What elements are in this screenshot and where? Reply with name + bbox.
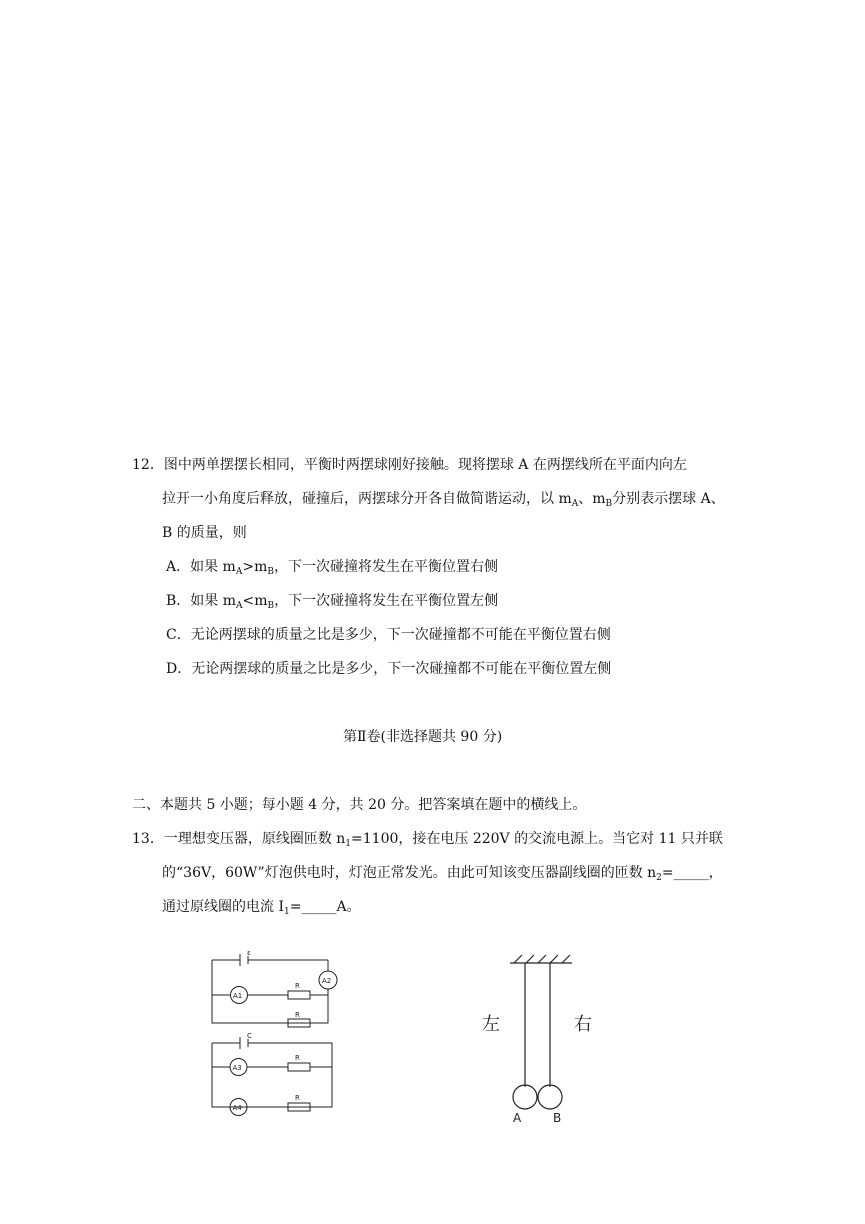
- resistor-label-3: R: [295, 1054, 300, 1062]
- q12-line2: [162, 489, 725, 514]
- part2-title: 第Ⅱ卷(非选择题共 90 分): [343, 729, 503, 745]
- q13-sub1: 1: [345, 839, 352, 849]
- bottom-source-label: C: [247, 1032, 252, 1040]
- ammeter-a2-label: A2: [322, 977, 332, 985]
- hatch-4: [550, 955, 558, 963]
- q12-stem-line2a: 拉开一小角度后释放，碰撞后，两摆球分开各自做简谐运动，以 m: [162, 491, 572, 507]
- q13-line3b: =_____A。: [289, 899, 361, 915]
- q13-line2b: =_____，: [661, 865, 723, 881]
- ball-b-label: B: [553, 1111, 562, 1125]
- hatch-2: [526, 955, 534, 963]
- resistor-bottom-1: [288, 1063, 310, 1071]
- q13-sub2: 2: [656, 873, 662, 883]
- q12-option-b: [166, 591, 498, 616]
- hatch-5: [562, 955, 570, 963]
- q12-number: 12．: [132, 457, 164, 473]
- q12-option-d: D．无论两摆球的质量之比是多少，下一次碰撞都不可能在平衡位置左侧: [166, 661, 612, 677]
- circuit-diagram: [200, 945, 370, 1120]
- q12-opt-a-post: ，下一次碰撞将发生在平衡位置右侧: [273, 559, 498, 575]
- q12-sub-a: A: [571, 499, 579, 509]
- hatch-1: [514, 955, 522, 963]
- part2-section-heading: 二、本题共 5 小题；每小题 4 分，共 20 分。把答案填在题中的横线上。: [132, 797, 587, 813]
- q12-option-a: [166, 557, 498, 582]
- left-label: 左: [482, 1014, 500, 1035]
- q12-sep: 、m: [578, 491, 606, 507]
- bottom-circuit-wires: [212, 1043, 332, 1107]
- q13-line3: [162, 897, 361, 922]
- q12-opt-b-sub1: A: [236, 601, 243, 611]
- top-circuit-wires: [212, 960, 328, 1023]
- ammeter-a3-label: A3: [232, 1064, 242, 1072]
- q12-line1: [132, 455, 687, 475]
- resistor-label-2: R: [295, 1011, 300, 1019]
- q12-opt-a-sub1: A: [235, 567, 243, 577]
- q12-option-c: C．无论两摆球的质量之比是多少，下一次碰撞都不可能在平衡位置右侧: [166, 627, 611, 643]
- q12-stem-line2b: 分别表示摆球 A、: [612, 491, 725, 507]
- ball-a: [513, 1085, 537, 1109]
- q12-opt-b-mid: <m: [242, 593, 268, 609]
- q12-opt-b-pre: B．如果 m: [166, 593, 237, 609]
- q12-stem-line1: 图中两单摆摆长相同，平衡时两摆球刚好接触。现将摆球 A 在两摆线所在平面内向左: [163, 457, 687, 473]
- q13-line1a: 一理想变压器，原线圈匝数 n: [163, 831, 346, 847]
- q13-line3a: 通过原线圈的电流 I: [162, 899, 284, 915]
- ball-a-label: A: [513, 1111, 522, 1125]
- q12-sub-b: B: [605, 499, 613, 509]
- q12-opt-b-post: ，下一次碰撞将发生在平衡位置左侧: [274, 593, 499, 609]
- resistor-label-1: R: [295, 982, 300, 990]
- q13-line1: [132, 829, 723, 854]
- pendulum-diagram: [470, 950, 610, 1125]
- q13-line2: [162, 863, 723, 888]
- top-source-label: ε: [247, 949, 251, 957]
- hatch-3: [538, 955, 546, 963]
- q12-opt-a-mid: >m: [242, 559, 268, 575]
- ammeter-a4-label: A4: [232, 1104, 242, 1112]
- q13-sub3: 1: [283, 907, 290, 917]
- resistor-label-4: R: [295, 1094, 300, 1102]
- q13-line1b: =1100，接在电压 220V 的交流电源上。当它对 11 只并联: [351, 831, 723, 847]
- ball-b: [538, 1085, 562, 1109]
- q13-line2a: 的“36V，60W”灯泡供电时，灯泡正常发光。由此可知该变压器副线圈的匝数 n: [162, 865, 657, 881]
- right-label: 右: [574, 1014, 592, 1035]
- ammeter-a1-label: A1: [233, 992, 243, 1000]
- q12-opt-b-sub2: B: [267, 601, 275, 611]
- q13-number: 13．: [132, 831, 164, 847]
- q12-opt-a-pre: A．如果 m: [166, 559, 236, 575]
- q12-line3: B 的质量，则: [162, 525, 247, 541]
- q12-opt-a-sub2: B: [267, 567, 274, 577]
- resistor-top-1: [288, 991, 310, 999]
